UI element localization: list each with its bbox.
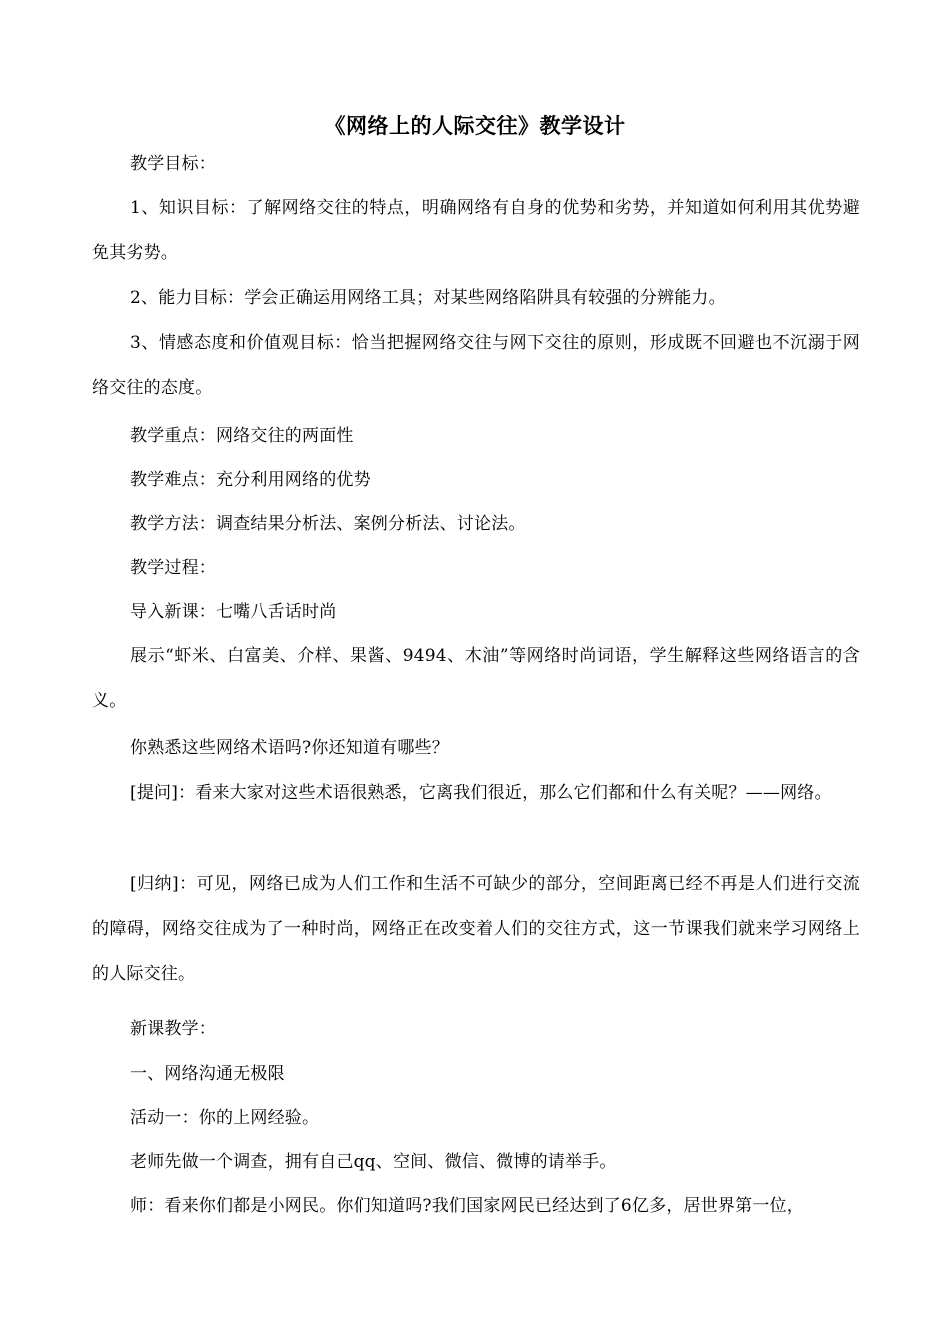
paragraph-teaching-goals: 教学目标：: [130, 154, 216, 174]
paragraph-teacher: 师：看来你们都是小网民。你们知道吗?我们国家网民已经达到了6亿多，居世界第一位，: [130, 1196, 804, 1216]
paragraph-ask: [提问]：看来大家对这些术语很熟悉，它离我们很近，那么它们都和什么有关呢？——网络。: [130, 783, 832, 803]
paragraph-new-lesson: 新课教学：: [130, 1019, 216, 1039]
paragraph-introduction: 导入新课：七嘴八舌话时尚: [130, 602, 337, 622]
paragraph-show-words: 展示“虾米、白富美、介样、果酱、9494、木油”等网络时尚词语，学生解释这些网络语言的含义。: [92, 646, 860, 711]
paragraph-attitude-goal: 3、情感态度和价值观目标：恰当把握网络交往与网下交往的原则，形成既不回避也不沉溺于网络交往的态度。: [92, 333, 860, 398]
paragraph-key-point: 教学重点：网络交往的两面性: [130, 426, 354, 446]
paragraph-teaching-process: 教学过程：: [130, 558, 216, 578]
paragraph-summary: [归纳]：可见，网络已成为人们工作和生活不可缺少的部分，空间距离已经不再是人们进行交流的障碍，网络交往成为了一种时尚，网络正在改变着人们的交往方式，这一节课我们就来学习网络上的人际交往。: [92, 874, 860, 984]
paragraph-question-terms: 你熟悉这些网络术语吗?你还知道有哪些？: [130, 738, 449, 758]
paragraph-activity-one: 活动一：你的上网经验。: [130, 1108, 320, 1128]
paragraph-teaching-method: 教学方法：调查结果分析法、案例分析法、讨论法。: [130, 514, 526, 534]
paragraph-ability-goal: 2、能力目标：学会正确运用网络工具；对某些网络陷阱具有较强的分辨能力。: [130, 288, 726, 308]
paragraph-section-one: 一、网络沟通无极限: [130, 1064, 285, 1084]
paragraph-survey: 老师先做一个调查，拥有自己qq、空间、微信、微博的请举手。: [130, 1152, 617, 1172]
paragraph-difficult-point: 教学难点：充分利用网络的优势: [130, 470, 371, 490]
paragraph-knowledge-goal: 1、知识目标：了解网络交往的特点，明确网络有自身的优势和劣势，并知道如何利用其优势避免其劣势。: [92, 198, 860, 263]
document-title: 《网络上的人际交往》教学设计: [324, 114, 626, 138]
